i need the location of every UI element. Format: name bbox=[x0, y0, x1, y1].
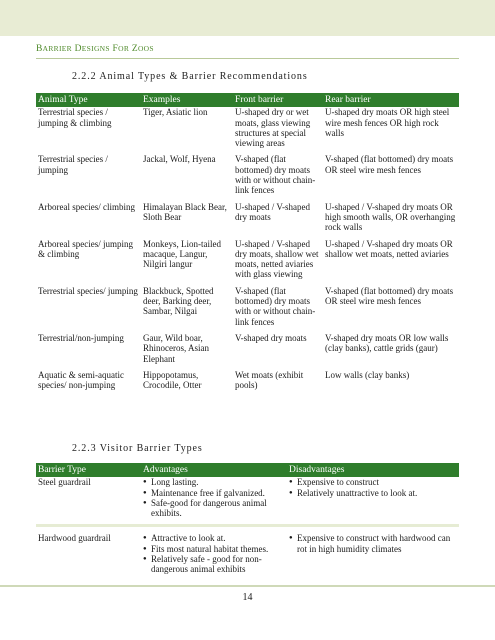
cell-rear-barrier: V-shaped (flat bottomed) dry moats OR steel wire mesh fences bbox=[325, 285, 454, 307]
cell-animal-type: Terrestrial/non-jumping bbox=[38, 332, 124, 343]
cell-animal-type: Terrestrial species / jumping bbox=[38, 154, 108, 175]
list-item: ● Safe-good for dangerous animal exhibits. bbox=[143, 498, 285, 519]
header-rule bbox=[36, 58, 459, 59]
cell-disadvantages bbox=[287, 527, 459, 580]
cell-front-barrier: V-shaped dry moats bbox=[235, 332, 307, 343]
list-item: ● Relatively safe - good for non-dangerous animal exhibits bbox=[143, 554, 285, 575]
table-row bbox=[36, 527, 459, 580]
cell-rear-barrier: Low walls (clay banks) bbox=[325, 369, 410, 380]
animal-barrier-table bbox=[36, 93, 459, 396]
page-number: 14 bbox=[242, 592, 253, 603]
cell-examples: Jackal, Wolf, Hyena bbox=[143, 154, 216, 165]
list-item: ● Expensive to construct with hardwood can rot in high humidity climates bbox=[289, 533, 457, 554]
table-row bbox=[36, 477, 459, 524]
cell-examples: Monkeys, Lion-tailed macaque, Langur, Nilgiri langur bbox=[143, 238, 221, 270]
cell-animal-type: Arboreal species/ climbing bbox=[38, 201, 135, 212]
cell-animal-type: Arboreal species/ jumping & climbing bbox=[38, 238, 133, 259]
cell-examples: Hippopotamus, Crocodile, Otter bbox=[143, 369, 202, 391]
cell-animal-type: Terrestrial species / jumping & climbing bbox=[38, 107, 112, 128]
column-header: Animal Type bbox=[36, 93, 141, 107]
table-header-row bbox=[36, 93, 459, 107]
list-item: ● Maintenance free if galvanized. bbox=[143, 488, 285, 498]
list-item: ● Expensive to construct bbox=[289, 477, 457, 487]
cell-advantages bbox=[141, 477, 287, 524]
column-header: Front barrier bbox=[233, 93, 323, 107]
list-item: ● Attractive to look at. bbox=[143, 533, 285, 543]
list-item: ● Fits most natural habitat themes. bbox=[143, 544, 285, 554]
cell-examples: Blackbuck, Spotted deer, Barking deer, Sambar, Nilgai bbox=[143, 285, 214, 317]
table-row bbox=[36, 202, 459, 239]
table-row bbox=[36, 370, 459, 397]
cell-barrier-type: Hardwood guardrail bbox=[38, 533, 111, 544]
cell-rear-barrier: U-shaped / V-shaped dry moats OR high smooth walls, OR overhanging rock walls bbox=[325, 201, 456, 233]
section-heading-animal-types: 2.2.2 Animal Types & Barrier Recommendations bbox=[72, 71, 308, 82]
cell-rear-barrier: U-shaped dry moats OR high steel wire mesh fences OR high rock walls bbox=[325, 107, 450, 138]
column-header: Barrier Type bbox=[36, 463, 141, 477]
table-row bbox=[36, 107, 459, 154]
cell-rear-barrier: V-shaped (flat bottomed) dry moats OR steel wire mesh fences bbox=[325, 154, 454, 175]
table-row bbox=[36, 286, 459, 333]
column-header: Disadvantages bbox=[287, 463, 459, 477]
cell-barrier-type: Steel guardrail bbox=[38, 477, 91, 488]
cell-animal-type: Aquatic & semi-aquatic species/ non-jumping bbox=[38, 369, 124, 391]
running-head: BARRIER DESIGNS FOR ZOOS bbox=[36, 44, 154, 54]
cell-disadvantages bbox=[287, 477, 459, 524]
cell-rear-barrier: U-shaped / V-shaped dry moats OR shallow wet moats, netted aviaries bbox=[325, 238, 453, 259]
column-header: Advantages bbox=[141, 463, 287, 477]
table-row bbox=[36, 154, 459, 201]
cell-examples: Gaur, Wild boar, Rhinoceros, Asian Elephant bbox=[143, 332, 209, 364]
footer-rule bbox=[0, 585, 495, 587]
column-header: Rear barrier bbox=[323, 93, 459, 107]
visitor-barrier-table bbox=[36, 463, 459, 581]
cell-examples: Himalayan Black Bear, Sloth Bear bbox=[143, 201, 227, 222]
cell-advantages bbox=[141, 527, 287, 580]
cell-front-barrier: U-shaped dry or wet moats, glass viewing structures at special viewing areas bbox=[235, 107, 311, 149]
cell-examples: Tiger, Asiatic lion bbox=[143, 107, 208, 118]
top-band bbox=[0, 0, 495, 36]
cell-front-barrier: U-shaped / V-shaped dry moats, shallow wet moats, netted aviaries with glass viewing bbox=[235, 238, 319, 280]
cell-rear-barrier: V-shaped dry moats OR low walls (clay banks), cattle grids (gaur) bbox=[325, 332, 449, 354]
table-row bbox=[36, 333, 459, 370]
cell-front-barrier: U-shaped / V-shaped dry moats bbox=[235, 201, 310, 222]
cell-front-barrier: V-shaped (flat bottomed) dry moats with or without chain-link fences bbox=[235, 285, 316, 327]
cell-animal-type: Terrestrial species/ jumping bbox=[38, 285, 138, 296]
list-item: ● Relatively unattractive to look at. bbox=[289, 488, 457, 498]
cell-front-barrier: V-shaped (flat bottomed) dry moats with or without chain-link fences bbox=[235, 154, 316, 196]
table-row bbox=[36, 239, 459, 286]
column-header: Examples bbox=[141, 93, 233, 107]
cell-front-barrier: Wet moats (exhibit pools) bbox=[235, 369, 304, 391]
list-item: ● Long lasting. bbox=[143, 477, 285, 487]
section-heading-visitor-barriers: 2.2.3 Visitor Barrier Types bbox=[72, 443, 203, 454]
table-header-row bbox=[36, 463, 459, 477]
